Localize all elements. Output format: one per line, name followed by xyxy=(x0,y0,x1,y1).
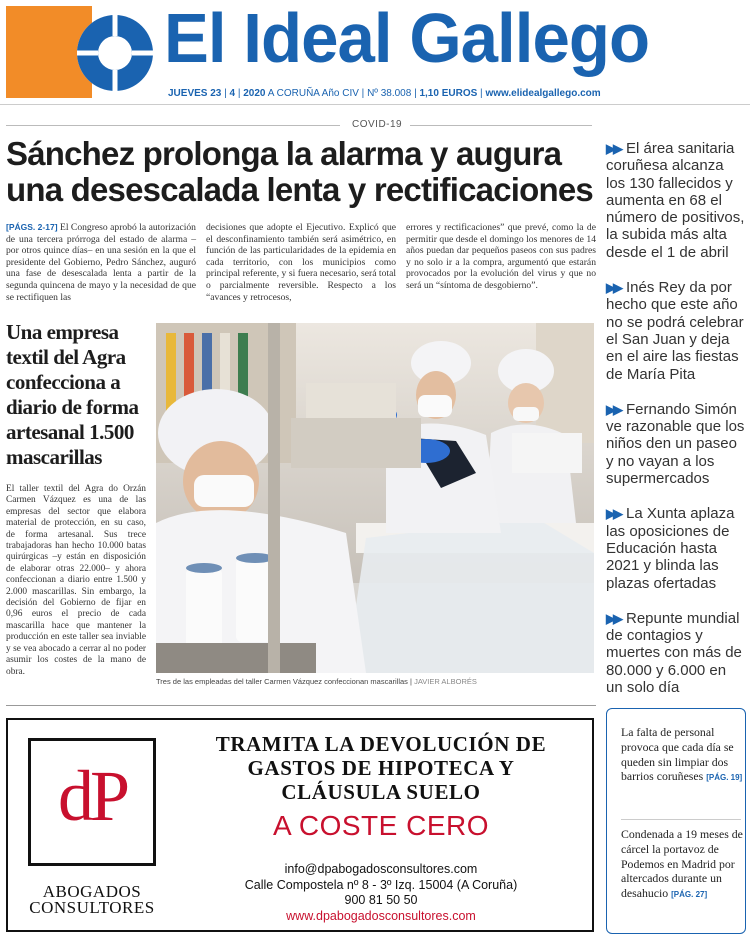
advertisement[interactable] xyxy=(6,718,594,932)
section-divider xyxy=(410,125,592,126)
month: 4 xyxy=(229,88,236,99)
newspaper-title: El Ideal Gallego xyxy=(164,0,650,77)
lead-headline[interactable]: Sánchez prolonga la alarma y augura una desescalada lenta y rectificaciones xyxy=(6,135,593,208)
news-photo xyxy=(156,323,594,673)
brief-item[interactable]: ▶▶ El área sanitaria coruñesa alcanza los 130 fallecidos y aumenta en 68 el número de positivos, la subida más alta desde el 1 de abril xyxy=(606,140,745,261)
year: 2020 xyxy=(243,88,266,99)
issue-number: Nº 38.008 xyxy=(367,88,412,99)
double-arrow-icon: ▶▶ xyxy=(606,141,620,156)
page-reference[interactable]: [PÁG. 19] xyxy=(706,773,743,783)
ad-email[interactable]: info@dpabogadosconsultores.com xyxy=(284,862,478,876)
ad-price: A COSTE CERO xyxy=(272,810,490,841)
city: A CORUÑA xyxy=(267,88,320,99)
price: 1,10 EUROS xyxy=(419,88,478,99)
workshop-photo-illustration xyxy=(156,323,594,673)
section-tag: COVID-19 xyxy=(352,119,403,130)
page-reference[interactable]: [PÁG. 27] xyxy=(671,890,708,900)
photo-credit: JAVIER ALBORÉS xyxy=(414,677,477,686)
ad-website[interactable]: www.dpabogadosconsultores.com xyxy=(286,908,476,923)
note-item[interactable]: La falta de personal provoca que cada día se queden sin limpiar dos barrios coruñeses [PÁG. 19] xyxy=(621,725,743,784)
lead-column-2: decisiones que adopte el Ejecutivo. Explicó que el desconfinamiento también será asimétrico, en función de las particularidades de la epidemia en cada territorio, con los municipios como principal referente, y si fuera necesario, será total o parcialmente reversible. Respecto a los “avances y retrocesos, xyxy=(206,222,396,303)
ad-headline: TRAMITA LA DEVOLUCIÓN DE GASTOS DE HIPOTECA Y CLÁUSULA SUELO xyxy=(215,732,547,804)
second-body: El taller textil del Agra do Orzán Carmen Vázquez es una de las empresas del sector que elabora material de protección, en su caso, de forma artesanal. Sus trece trabajadoras han hecho 10.000 batas quirúrgicas –y están en disposición de elaborar otras 22.000– y ahora confeccionan a diario entre 1.500 y 2.000 mascarillas. Sin embargo, la decisión del Gobierno de fijar en 0,96 euros el precio de cada mascarilla hace que mantener la producción en este taller sea inviable y se vea abocado a cerrar al no poder asumir los costes de la mano de obra. xyxy=(6,484,146,677)
double-arrow-icon: ▶▶ xyxy=(606,280,620,296)
brief-item[interactable]: ▶▶ Fernando Simón ve razonable que los niños den un paseo y no vayan a los supermercados xyxy=(606,400,745,488)
brief-item[interactable]: ▶▶ Inés Rey da por hecho que este año no se podrá celebrar el San Juan y deja en el aire las fiestas de María Pita xyxy=(606,279,744,383)
page-reference[interactable]: [PÁGS. 2-17] xyxy=(6,222,58,232)
ad-phone[interactable]: 900 81 50 50 xyxy=(344,893,418,907)
website[interactable]: www.elidealgallego.com xyxy=(485,88,601,99)
caption-text: Tres de las empleadas del taller Carmen Vázquez confeccionan mascarillas xyxy=(156,677,408,686)
ad-firm-line-2: CONSULTORES xyxy=(29,898,155,917)
photo-caption: Tres de las empleadas del taller Carmen Vázquez confeccionan mascarillas | JAVIER ALBORÉS xyxy=(156,677,477,686)
newspaper-logo-icon xyxy=(70,12,160,94)
masthead xyxy=(0,0,750,108)
lead-column-3: errores y rectificaciones” que prevé, como la de permitir que desde el domingo los menores de 14 años puedan dar pequeños paseos con sus padres y no solo ir a la compra, argumentó que estarán provocados por la evolución del virus y que no será un “síntoma de desgobierno”. xyxy=(406,222,596,291)
brief-item[interactable]: ▶▶ La Xunta aplaza las oposiciones de Educación hasta 2021 y blinda las plazas ofertadas xyxy=(606,505,735,592)
lead-column-1: [PÁGS. 2-17] El Congreso aprobó la autorización de una tercera prórroga del estado de alarma –por otros quince días– en una sesión en la que el presidente del Gobierno, Pedro Sánchez, auguró una fase de desescalada lenta a partir de la segunda quincena de mayo y la necesidad de que se rectifiquen las xyxy=(6,222,196,303)
double-arrow-icon: ▶▶ xyxy=(606,506,620,522)
ad-firm-line-1: ABOGADOS xyxy=(42,882,142,901)
dateline: JUEVES 23 | 4 | 2020 A CORUÑA Año CIV | Nº 38.008 | 1,10 EUROS | www.elidealgallego.com xyxy=(168,88,601,99)
note-item[interactable]: Condenada a 19 meses de cárcel la portavoz de Podemos en Madrid por altercados durante un desahucio [PÁG. 27] xyxy=(621,827,743,901)
ad-logo xyxy=(28,738,156,866)
volume: Año CIV xyxy=(321,88,359,99)
ad-logo-letters: dP xyxy=(57,756,127,836)
notes-box xyxy=(606,708,746,934)
double-arrow-icon: ▶▶ xyxy=(606,401,620,417)
date: JUEVES 23 xyxy=(168,88,222,99)
ad-address: Calle Compostela nº 8 - 3º Izq. 15004 (A Coruña) xyxy=(244,877,518,892)
section-rule xyxy=(6,705,596,706)
note-divider xyxy=(621,819,741,820)
sidebar-briefs xyxy=(606,140,746,714)
double-arrow-icon: ▶▶ xyxy=(606,610,620,626)
masthead-rule xyxy=(0,104,750,105)
lead-body xyxy=(6,222,596,303)
second-headline[interactable]: Una empresa textil del Agra confecciona a diario de forma artesanal 1.500 mascarillas xyxy=(6,320,139,469)
brief-item[interactable]: ▶▶ Repunte mundial de contagios y muertes con más de 80.000 y 6.000 en un solo día xyxy=(606,609,742,697)
section-divider xyxy=(6,125,340,126)
ad-contact xyxy=(186,862,576,924)
